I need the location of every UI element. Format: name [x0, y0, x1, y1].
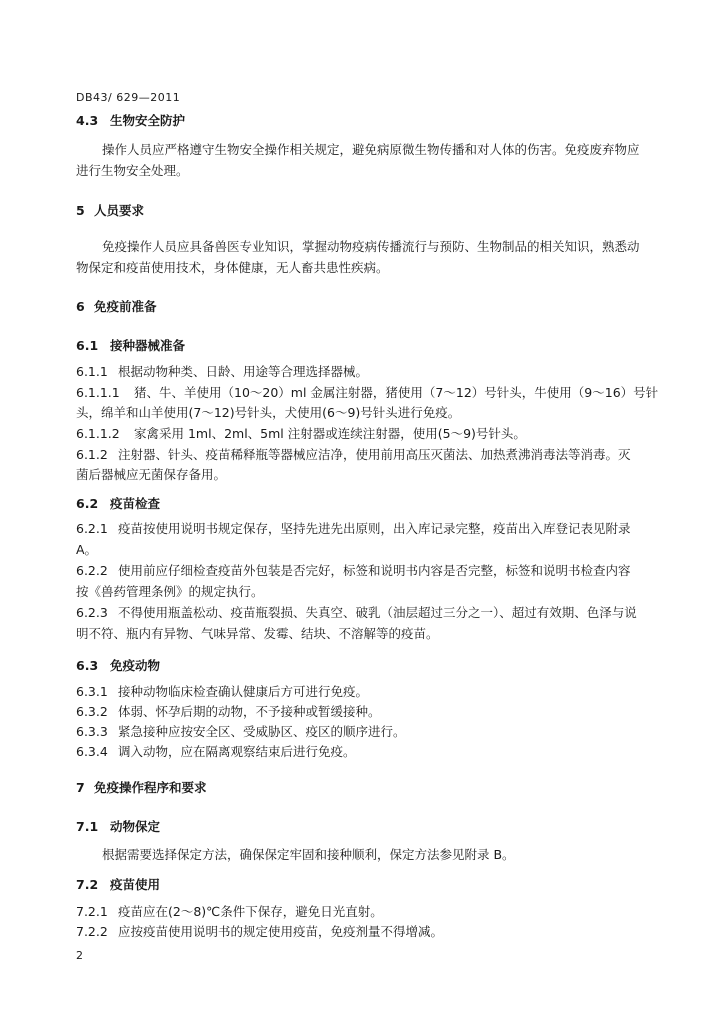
- section-7-1-heading: [76, 821, 160, 834]
- clause-7-2-2: 7.2.2 应按疫苗使用说明书的规定使用疫苗，免疫剂量不得增减。: [76, 924, 444, 939]
- section-number: 6.3: [76, 658, 99, 673]
- clause-6-3-3: 6.3.3 紧急接种应按安全区、受威胁区、疫区的顺序进行。: [76, 724, 406, 739]
- clause-6-2-1: 6.2.1 疫苗按使用说明书规定保存，坚持先进先出原则，出入库记录完整，疫苗出入库登记表见附录: [76, 521, 631, 536]
- clause-7-2-1: 7.2.1 疫苗应在(2～8)℃条件下保存，避免日光直射。: [76, 904, 383, 919]
- paragraph-line: 明不符、瓶内有异物、气味异常、发霉、结块、不溶解等的疫苗。: [76, 626, 439, 641]
- paragraph-line: 头，绵羊和山羊使用(7～12)号针头，犬使用(6～9)号针头进行免疫。: [76, 405, 461, 420]
- paragraph-line: 根据需要选择保定方法，确保保定牢固和接种顺利，保定方法参见附录 B。: [102, 847, 515, 862]
- section-6-1-heading: [76, 340, 185, 353]
- section-number: 7.1: [76, 819, 99, 834]
- paragraph-line: A。: [76, 542, 98, 557]
- section-6-2-heading: [76, 498, 160, 511]
- clause-6-1-2: 6.1.2 注射器、针头、疫苗稀释瓶等器械应洁净，使用前用高压灭菌法、加热煮沸消毒法等消毒。灭: [76, 447, 631, 462]
- paragraph-line: 进行生物安全处理。: [76, 163, 189, 178]
- section-title: 动物保定: [110, 819, 161, 834]
- section-title: 生物安全防护: [110, 113, 186, 128]
- clause-6-1-1-1: 6.1.1.1 猪、牛、羊使用（10～20）ml 金属注射器，猪使用（7～12）号针头，牛使用（9～16）号针: [76, 385, 659, 400]
- section-title: 疫苗检查: [110, 496, 161, 511]
- paragraph-line: 物保定和疫苗使用技术，身体健康，无人畜共患性疾病。: [76, 260, 389, 275]
- section-number: 6.1: [76, 338, 99, 353]
- clause-6-3-1: 6.3.1 接种动物临床检查确认健康后方可进行免疫。: [76, 684, 369, 699]
- clause-6-2-3: 6.2.3 不得使用瓶盖松动、疫苗瓶裂损、失真空、破乳（油层超过三分之一）、超过有效期、色泽与说: [76, 605, 637, 620]
- standard-code-header: DB43/ 629—2011: [76, 91, 181, 104]
- section-number: 5: [76, 203, 85, 218]
- section-title: 人员要求: [94, 203, 145, 218]
- clause-6-1-1-2: 6.1.1.2 家禽采用 1ml、2ml、5ml 注射器或连续注射器，使用(5～9)号针头。: [76, 426, 526, 441]
- clause-6-1-1: 6.1.1 根据动物种类、日龄、用途等合理选择器械。: [76, 364, 369, 379]
- paragraph-line: 菌后器械应无菌保存备用。: [76, 467, 227, 482]
- section-title: 免疫前准备: [94, 299, 157, 314]
- section-title: 疫苗使用: [110, 877, 161, 892]
- section-title: 免疫动物: [110, 658, 161, 673]
- clause-6-3-2: 6.3.2 体弱、怀孕后期的动物，不予接种或暂缓接种。: [76, 704, 381, 719]
- section-6-3-heading: [76, 660, 160, 673]
- clause-6-3-4: 6.3.4 调入动物，应在隔离观察结束后进行免疫。: [76, 744, 356, 759]
- section-5-heading: [76, 205, 144, 218]
- section-6-heading: [76, 301, 157, 314]
- section-number: 7.2: [76, 877, 99, 892]
- section-number: 4.3: [76, 113, 99, 128]
- section-7-heading: [76, 782, 207, 795]
- section-7-2-heading: [76, 879, 160, 892]
- paragraph-line: 操作人员应严格遵守生物安全操作相关规定，避免病原微生物传播和对人体的伤害。免疫废弃物应: [102, 142, 640, 157]
- paragraph-line: 免疫操作人员应具备兽医专业知识，掌握动物疫病传播流行与预防、生物制品的相关知识，熟悉动: [102, 239, 640, 254]
- section-number: 7: [76, 780, 85, 795]
- section-title: 接种器械准备: [110, 338, 186, 353]
- section-title: 免疫操作程序和要求: [94, 780, 207, 795]
- paragraph-line: 按《兽药管理条例》的规定执行。: [76, 584, 264, 599]
- section-number: 6: [76, 299, 85, 314]
- page-number: 2: [76, 949, 83, 962]
- clause-6-2-2: 6.2.2 使用前应仔细检查疫苗外包装是否完好，标签和说明书内容是否完整，标签和说明书检查内容: [76, 563, 631, 578]
- section-4-3-heading: [76, 115, 185, 128]
- section-number: 6.2: [76, 496, 99, 511]
